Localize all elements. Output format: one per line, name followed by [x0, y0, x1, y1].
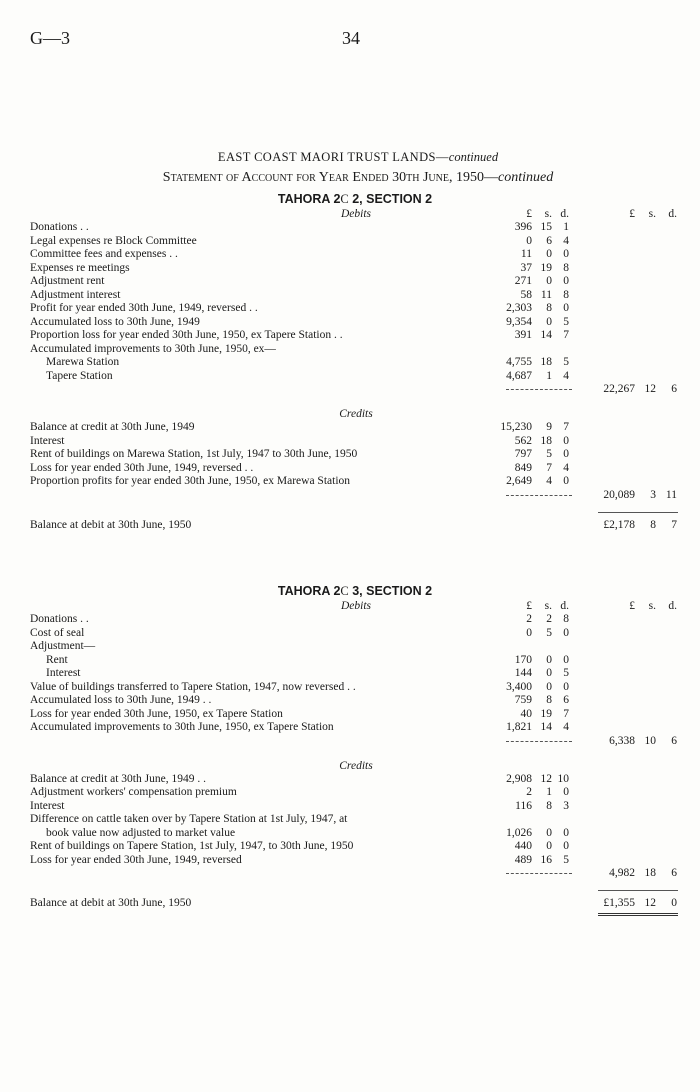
- credits-total-row: [30, 867, 680, 883]
- pence-value: 0: [563, 626, 569, 639]
- document-title: EAST COAST MAORI TRUST LANDS—continued: [217, 150, 499, 164]
- pence-value: 4: [563, 461, 569, 474]
- pounds-value: 170: [514, 653, 532, 666]
- debit-row: [30, 613, 680, 627]
- pence-value: 8: [563, 261, 569, 274]
- shillings-value: 0: [546, 826, 552, 839]
- shillings-value: 0: [546, 315, 552, 328]
- pence-value: 3: [563, 799, 569, 812]
- debits-header: [30, 599, 680, 613]
- debit-label: Profit for year ended 30th June, 1949, reversed . .: [30, 302, 258, 314]
- col-header-pounds-total: £: [629, 600, 635, 612]
- section-title-text: TAHORA 2: [277, 584, 341, 598]
- debit-label: Cost of seal: [30, 626, 85, 639]
- spacer: [30, 505, 680, 519]
- shillings-value: 19: [540, 261, 552, 274]
- balance-row: [30, 519, 680, 533]
- balance-pence: 7: [671, 518, 677, 531]
- debit-row: [30, 248, 680, 262]
- shillings-value: 0: [546, 653, 552, 666]
- pounds-value: 489: [514, 853, 532, 866]
- debit-row: [30, 302, 680, 316]
- debit-row: [30, 694, 680, 708]
- credit-label: Adjustment workers' compensation premium: [30, 786, 237, 798]
- debits-total-row: [30, 735, 680, 751]
- subtotal-rule: [506, 873, 572, 874]
- pence-value: 5: [563, 356, 569, 368]
- pence-value: 7: [563, 707, 569, 720]
- debit-label: Loss for year ended 30th June, 1950, ex Tapere Station: [30, 707, 283, 720]
- shillings-value: 0: [546, 275, 552, 287]
- col-header-shillings: s.: [544, 208, 552, 220]
- col-header-pounds: £: [526, 600, 532, 612]
- pence-value: 7: [563, 329, 569, 341]
- pounds-value: 0: [526, 626, 532, 639]
- total-rule: [598, 512, 678, 513]
- balance-pounds: £2,178: [603, 518, 635, 531]
- balance-row: [30, 897, 680, 911]
- pounds-value: 116: [515, 799, 532, 812]
- pounds-value: 2,908: [506, 772, 532, 785]
- debit-label: Rent: [46, 653, 68, 666]
- debits-total-row: [30, 383, 680, 399]
- pence-value: 0: [563, 840, 569, 852]
- shillings-value: 8: [546, 799, 552, 812]
- credit-row: [30, 773, 680, 787]
- shillings-value: 8: [546, 694, 552, 706]
- pence-value: 5: [563, 853, 569, 866]
- pounds-value: 797: [514, 448, 532, 460]
- debit-label: Marewa Station: [46, 356, 120, 368]
- credit-row: [30, 421, 680, 435]
- pounds-value: 11: [520, 248, 532, 260]
- shillings-value: 0: [546, 248, 552, 260]
- credit-label: Interest: [30, 434, 65, 447]
- shillings-value: 11: [540, 288, 552, 301]
- debit-label: Accumulated improvements to 30th June, 1950, ex—: [30, 342, 276, 355]
- double-rule: [598, 913, 678, 916]
- credit-row: [30, 448, 680, 462]
- pence-value: 0: [563, 826, 569, 839]
- col-header-pence-total: d.: [668, 600, 677, 612]
- shillings-value: 18: [540, 356, 552, 368]
- credit-label: Rent of buildings on Tapere Station, 1st July, 1947, to 30th June, 1950: [30, 840, 354, 852]
- col-header-pounds: £: [526, 208, 532, 220]
- debit-label: Accumulated loss to 30th June, 1949 . .: [30, 694, 212, 706]
- shillings-value: 0: [546, 840, 552, 852]
- pence-value: 0: [563, 680, 569, 693]
- section-title-rest: 3, SECTION 2: [348, 584, 433, 598]
- debit-row: [30, 721, 680, 735]
- debit-row: [30, 329, 680, 343]
- debit-row: [30, 275, 680, 289]
- pounds-value: 2: [526, 786, 532, 798]
- pounds-value: 9,354: [506, 315, 532, 328]
- debit-row: [30, 316, 680, 330]
- section-title-rest: 2, SECTION 2: [348, 192, 433, 206]
- pence-value: 6: [563, 694, 569, 706]
- section-title-text: TAHORA 2: [277, 192, 341, 206]
- pence-value: 0: [563, 275, 569, 287]
- debit-label: Adjustment interest: [30, 288, 121, 301]
- pounds-value: 396: [514, 221, 532, 233]
- spacer: [30, 399, 680, 407]
- debit-row: [30, 370, 680, 384]
- debit-label: Legal expenses re Block Committee: [30, 234, 197, 247]
- pence-value: 0: [563, 475, 569, 487]
- debit-row: [30, 235, 680, 249]
- credit-row: [30, 854, 680, 868]
- balance-label: Balance at debit at 30th June, 1950: [30, 897, 192, 909]
- pence-value: 0: [563, 434, 569, 447]
- pence-value: 0: [563, 653, 569, 666]
- debit-label: Accumulated improvements to 30th June, 1950, ex Tapere Station: [30, 721, 334, 733]
- credits-header: [30, 759, 680, 773]
- section-title-sub: C: [340, 584, 349, 598]
- credit-row: [30, 827, 680, 841]
- credit-label: Difference on cattle taken over by Tapere Station at 1st July, 1947, at: [30, 813, 348, 825]
- credits-total-shillings: 3: [650, 488, 656, 501]
- pounds-value: 391: [514, 329, 532, 341]
- balance-pence: 0: [671, 897, 677, 909]
- pounds-value: 2: [526, 613, 532, 625]
- pounds-value: 4,687: [506, 369, 532, 382]
- credit-label: Interest: [30, 799, 65, 812]
- pence-value: 8: [563, 613, 569, 625]
- debit-label: Value of buildings transferred to Tapere Station, 1947, now reversed . .: [30, 680, 356, 693]
- credit-row: [30, 786, 680, 800]
- spacer: [30, 883, 680, 897]
- debits-total-pence: 6: [671, 383, 677, 395]
- pounds-value: 37: [520, 261, 532, 274]
- pounds-value: 1,821: [506, 721, 532, 733]
- debits-total-shillings: 10: [644, 734, 656, 747]
- debits-total-pounds: 22,267: [603, 383, 635, 395]
- balance-pounds: £1,355: [603, 897, 635, 909]
- credits-total-shillings: 18: [644, 867, 656, 879]
- section-title-sub: C: [340, 192, 349, 206]
- section-tahora-2c-3: [30, 583, 680, 911]
- debit-label: Adjustment rent: [30, 275, 105, 287]
- col-header-pence-total: d.: [668, 208, 677, 220]
- shillings-value: 8: [546, 302, 552, 314]
- pounds-value: 849: [514, 461, 532, 474]
- pence-value: 0: [563, 302, 569, 314]
- section-title: [30, 191, 680, 207]
- credits-total-row: [30, 489, 680, 505]
- debit-label: Proportion loss for year ended 30th June, 1950, ex Tapere Station . .: [30, 329, 343, 341]
- credit-label: Rent of buildings on Marewa Station, 1st July, 1947 to 30th June, 1950: [30, 448, 358, 460]
- pence-value: 0: [563, 248, 569, 260]
- debit-label: Tapere Station: [46, 369, 113, 382]
- pounds-value: 440: [514, 840, 532, 852]
- debit-row: [30, 343, 680, 357]
- col-header-pence: d.: [560, 208, 569, 220]
- debit-label: Donations . .: [30, 221, 89, 233]
- shillings-value: 19: [540, 707, 552, 720]
- credit-label: book value now adjusted to market value: [46, 826, 236, 839]
- debits-total-pounds: 6,338: [609, 734, 635, 747]
- debit-label: Expenses re meetings: [30, 261, 130, 274]
- shillings-value: 12: [540, 772, 552, 785]
- pounds-value: 15,230: [500, 421, 532, 433]
- debits-total-pence: 6: [671, 734, 677, 747]
- debits-heading: Debits: [340, 208, 372, 220]
- shillings-value: 15: [540, 221, 552, 233]
- credit-row: [30, 840, 680, 854]
- spacer: [30, 751, 680, 759]
- section-tahora-2c-2: [30, 191, 680, 532]
- subtotal-rule: [506, 495, 572, 496]
- credit-row: [30, 435, 680, 449]
- credit-label: Loss for year ended 30th June, 1949, reversed . .: [30, 461, 254, 474]
- debit-row: [30, 640, 680, 654]
- pence-value: 1: [563, 221, 569, 233]
- pounds-value: 562: [514, 434, 532, 447]
- shillings-value: 16: [540, 853, 552, 866]
- pounds-value: 0: [526, 234, 532, 247]
- debit-label: Adjustment—: [30, 640, 96, 652]
- statement-subtitle: Statement of Account for Year Ended 30th June, 1950—continued: [162, 170, 554, 185]
- pence-value: 10: [557, 772, 569, 785]
- pounds-value: 2,649: [506, 475, 532, 487]
- shillings-value: 4: [546, 475, 552, 487]
- total-rule: [598, 890, 678, 891]
- pounds-value: 4,755: [506, 356, 532, 368]
- subtotal-rule: [506, 741, 572, 742]
- debit-row: [30, 654, 680, 668]
- shillings-value: 6: [546, 234, 552, 247]
- pence-value: 4: [563, 721, 569, 733]
- page-header: [30, 28, 670, 52]
- pence-value: 4: [563, 234, 569, 247]
- debit-row: [30, 708, 680, 722]
- balance-shillings: 12: [644, 897, 656, 909]
- credits-total-pounds: 20,089: [603, 488, 635, 501]
- shillings-value: 5: [546, 626, 552, 639]
- shillings-value: 5: [546, 448, 552, 460]
- pence-value: 5: [563, 667, 569, 679]
- pounds-value: 1,026: [506, 826, 532, 839]
- credit-row: [30, 800, 680, 814]
- shillings-value: 9: [546, 421, 552, 433]
- credits-total-pence: 6: [671, 867, 677, 879]
- shillings-value: 0: [546, 667, 552, 679]
- debits-heading: Debits: [340, 600, 372, 612]
- pounds-value: 3,400: [506, 680, 532, 693]
- pounds-value: 271: [514, 275, 532, 287]
- shillings-value: 7: [546, 461, 552, 474]
- shillings-value: 2: [546, 613, 552, 625]
- credits-header: [30, 407, 680, 421]
- debit-row: [30, 681, 680, 695]
- debit-row: [30, 627, 680, 641]
- pence-value: 0: [563, 448, 569, 460]
- shillings-value: 14: [540, 329, 552, 341]
- credits-heading: Credits: [339, 759, 373, 772]
- pence-value: 5: [563, 315, 569, 328]
- balance-shillings: 8: [650, 518, 656, 531]
- pence-value: 7: [563, 421, 569, 433]
- debit-row: [30, 221, 680, 235]
- pounds-value: 2,303: [506, 302, 532, 314]
- credits-total-pence: 11: [665, 488, 677, 501]
- credit-row: [30, 462, 680, 476]
- col-header-pence: d.: [560, 600, 569, 612]
- col-header-pounds-total: £: [629, 208, 635, 220]
- balance-label: Balance at debit at 30th June, 1950: [30, 518, 192, 531]
- debit-label: Committee fees and expenses . .: [30, 248, 178, 260]
- pence-value: 4: [563, 369, 569, 382]
- credit-row: [30, 813, 680, 827]
- credit-label: Loss for year ended 30th June, 1949, reversed: [30, 853, 242, 866]
- debit-row: [30, 289, 680, 303]
- debit-row: [30, 667, 680, 681]
- shillings-value: 0: [546, 680, 552, 693]
- shillings-value: 14: [540, 721, 552, 733]
- shillings-value: 18: [540, 434, 552, 447]
- credit-row: [30, 475, 680, 489]
- pence-value: 0: [563, 786, 569, 798]
- col-header-shillings-total: s.: [648, 208, 656, 220]
- debit-label: Accumulated loss to 30th June, 1949: [30, 315, 200, 328]
- credit-label: Proportion profits for year ended 30th June, 1950, ex Marewa Station: [30, 475, 351, 487]
- debits-header: [30, 207, 680, 221]
- debits-total-shillings: 12: [644, 383, 656, 395]
- debit-row: [30, 356, 680, 370]
- section-title: [30, 583, 680, 599]
- debit-label: Interest: [46, 667, 81, 679]
- credits-heading: Credits: [339, 408, 373, 420]
- col-header-shillings-total: s.: [648, 600, 656, 612]
- shillings-value: 1: [546, 369, 552, 382]
- subtotal-rule: [506, 389, 572, 390]
- page-reference: G—3: [30, 28, 70, 48]
- pounds-value: 40: [520, 707, 532, 720]
- pounds-value: 144: [514, 667, 532, 679]
- debit-label: Donations . .: [30, 613, 89, 625]
- col-header-shillings: s.: [544, 600, 552, 612]
- pounds-value: 58: [520, 288, 532, 301]
- credit-label: Balance at credit at 30th June, 1949 . .: [30, 772, 206, 785]
- credits-total-pounds: 4,982: [609, 867, 635, 879]
- page-number: 34: [342, 28, 360, 48]
- pounds-value: 759: [514, 694, 532, 706]
- pence-value: 8: [563, 288, 569, 301]
- credit-label: Balance at credit at 30th June, 1949: [30, 421, 195, 433]
- shillings-value: 1: [546, 786, 552, 798]
- debit-row: [30, 262, 680, 276]
